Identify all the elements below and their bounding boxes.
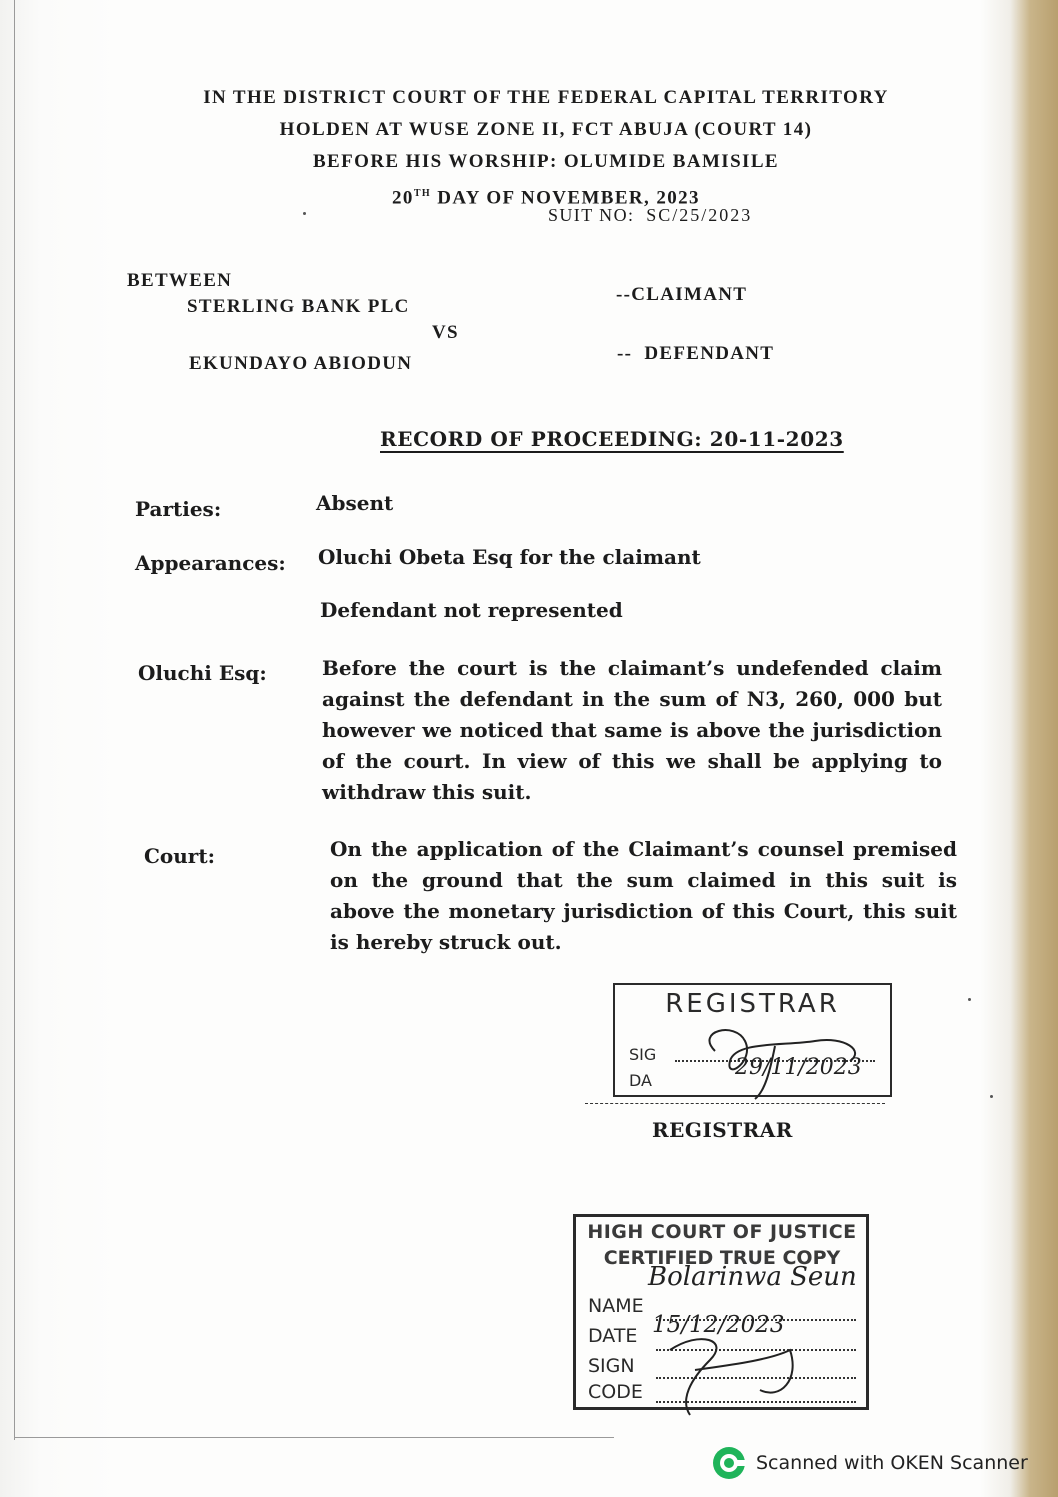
appearances-defendant: Defendant not represented [320, 598, 623, 622]
registrar-signature-line [585, 1103, 885, 1104]
suit-label: SUIT NO: [548, 205, 635, 225]
court-judge-line: BEFORE HIS WORSHIP: OLUMIDE BAMISILE [312, 151, 779, 172]
appearances-label: Appearances: [135, 551, 286, 575]
registrar-stamp-title: REGISTRAR [665, 989, 840, 1019]
ctc-handwritten-date: 15/12/2023 [652, 1312, 785, 1338]
scanner-watermark-text: Scanned with OKEN Scanner [756, 1452, 1028, 1474]
ctc-stamp-court-line: HIGH COURT OF JUSTICE [587, 1221, 857, 1243]
versus-label: VS [432, 322, 459, 343]
date-rest: DAY OF NOVEMBER, 2023 [437, 187, 700, 209]
date-suffix: TH [413, 188, 432, 199]
counsel-label: Oluchi Esq: [138, 661, 267, 685]
between-label: BETWEEN [127, 270, 233, 291]
court-holden-line: HOLDEN AT WUSE ZONE II, FCT ABUJA (COURT 14) [279, 119, 813, 140]
scan-speck [990, 1095, 993, 1098]
registrar-signature-icon [675, 1021, 885, 1101]
oken-scanner-logo-icon [712, 1446, 746, 1480]
court-date-line [34, 178, 1058, 214]
scan-speck [303, 212, 306, 215]
ctc-stamp-title-line: CERTIFIED TRUE COPY [603, 1247, 841, 1269]
page-bottom-edge [14, 1437, 614, 1438]
record-of-proceeding-title: RECORD OF PROCEEDING: 20-11-2023 [380, 427, 844, 451]
scanner-footer [712, 1446, 1028, 1480]
registrar-stamp-date-label: DA [629, 1071, 652, 1090]
registrar-stamp [613, 983, 892, 1097]
ctc-date-label: DATE [588, 1325, 638, 1347]
claimant-name: STERLING BANK PLC [187, 296, 410, 317]
parties-label: Parties: [135, 497, 222, 521]
court-header [0, 82, 1058, 214]
court-name-line: IN THE DISTRICT COURT OF THE FEDERAL CAPITAL TERRITORY [203, 87, 889, 108]
ctc-handwritten-name: Bolarinwa Seun [648, 1262, 857, 1292]
registrar-stamp-sign-label: SIG [629, 1045, 657, 1064]
counsel-submission: Before the court is the claimant’s undefended claim against the defendant in the sum of N3, 260, 000 but however we noticed that same is above the jurisdiction of the court. In view of this we shall be applying to withdraw this suit. [322, 656, 942, 804]
court-label: Court: [144, 844, 215, 868]
registrar-handwritten-date: 29/11/2023 [735, 1055, 862, 1080]
scan-speck [968, 998, 971, 1001]
ctc-code-label: CODE [588, 1381, 643, 1403]
defendant-role: -- DEFENDANT [617, 343, 775, 364]
registrar-caption: REGISTRAR [652, 1118, 793, 1142]
appearances-claimant: Oluchi Obeta Esq for the claimant [318, 545, 701, 569]
ctc-signature-icon [650, 1330, 810, 1420]
ctc-name-label: NAME [588, 1295, 644, 1317]
page-left-edge [0, 0, 15, 1440]
date-day: 20 [392, 187, 414, 209]
court-ruling: On the application of the Claimant’s counsel premised on the ground that the sum claimed in this suit is above the monetary jurisdiction of this Court, this suit is hereby struck out. [330, 837, 957, 954]
claimant-role: --CLAIMANT [616, 284, 748, 305]
defendant-name: EKUNDAYO ABIODUN [189, 353, 413, 374]
ctc-sign-label: SIGN [588, 1355, 635, 1377]
suit-number: SC/25/2023 [646, 205, 753, 225]
suit-number-line [548, 205, 752, 226]
parties-value: Absent [316, 491, 394, 515]
